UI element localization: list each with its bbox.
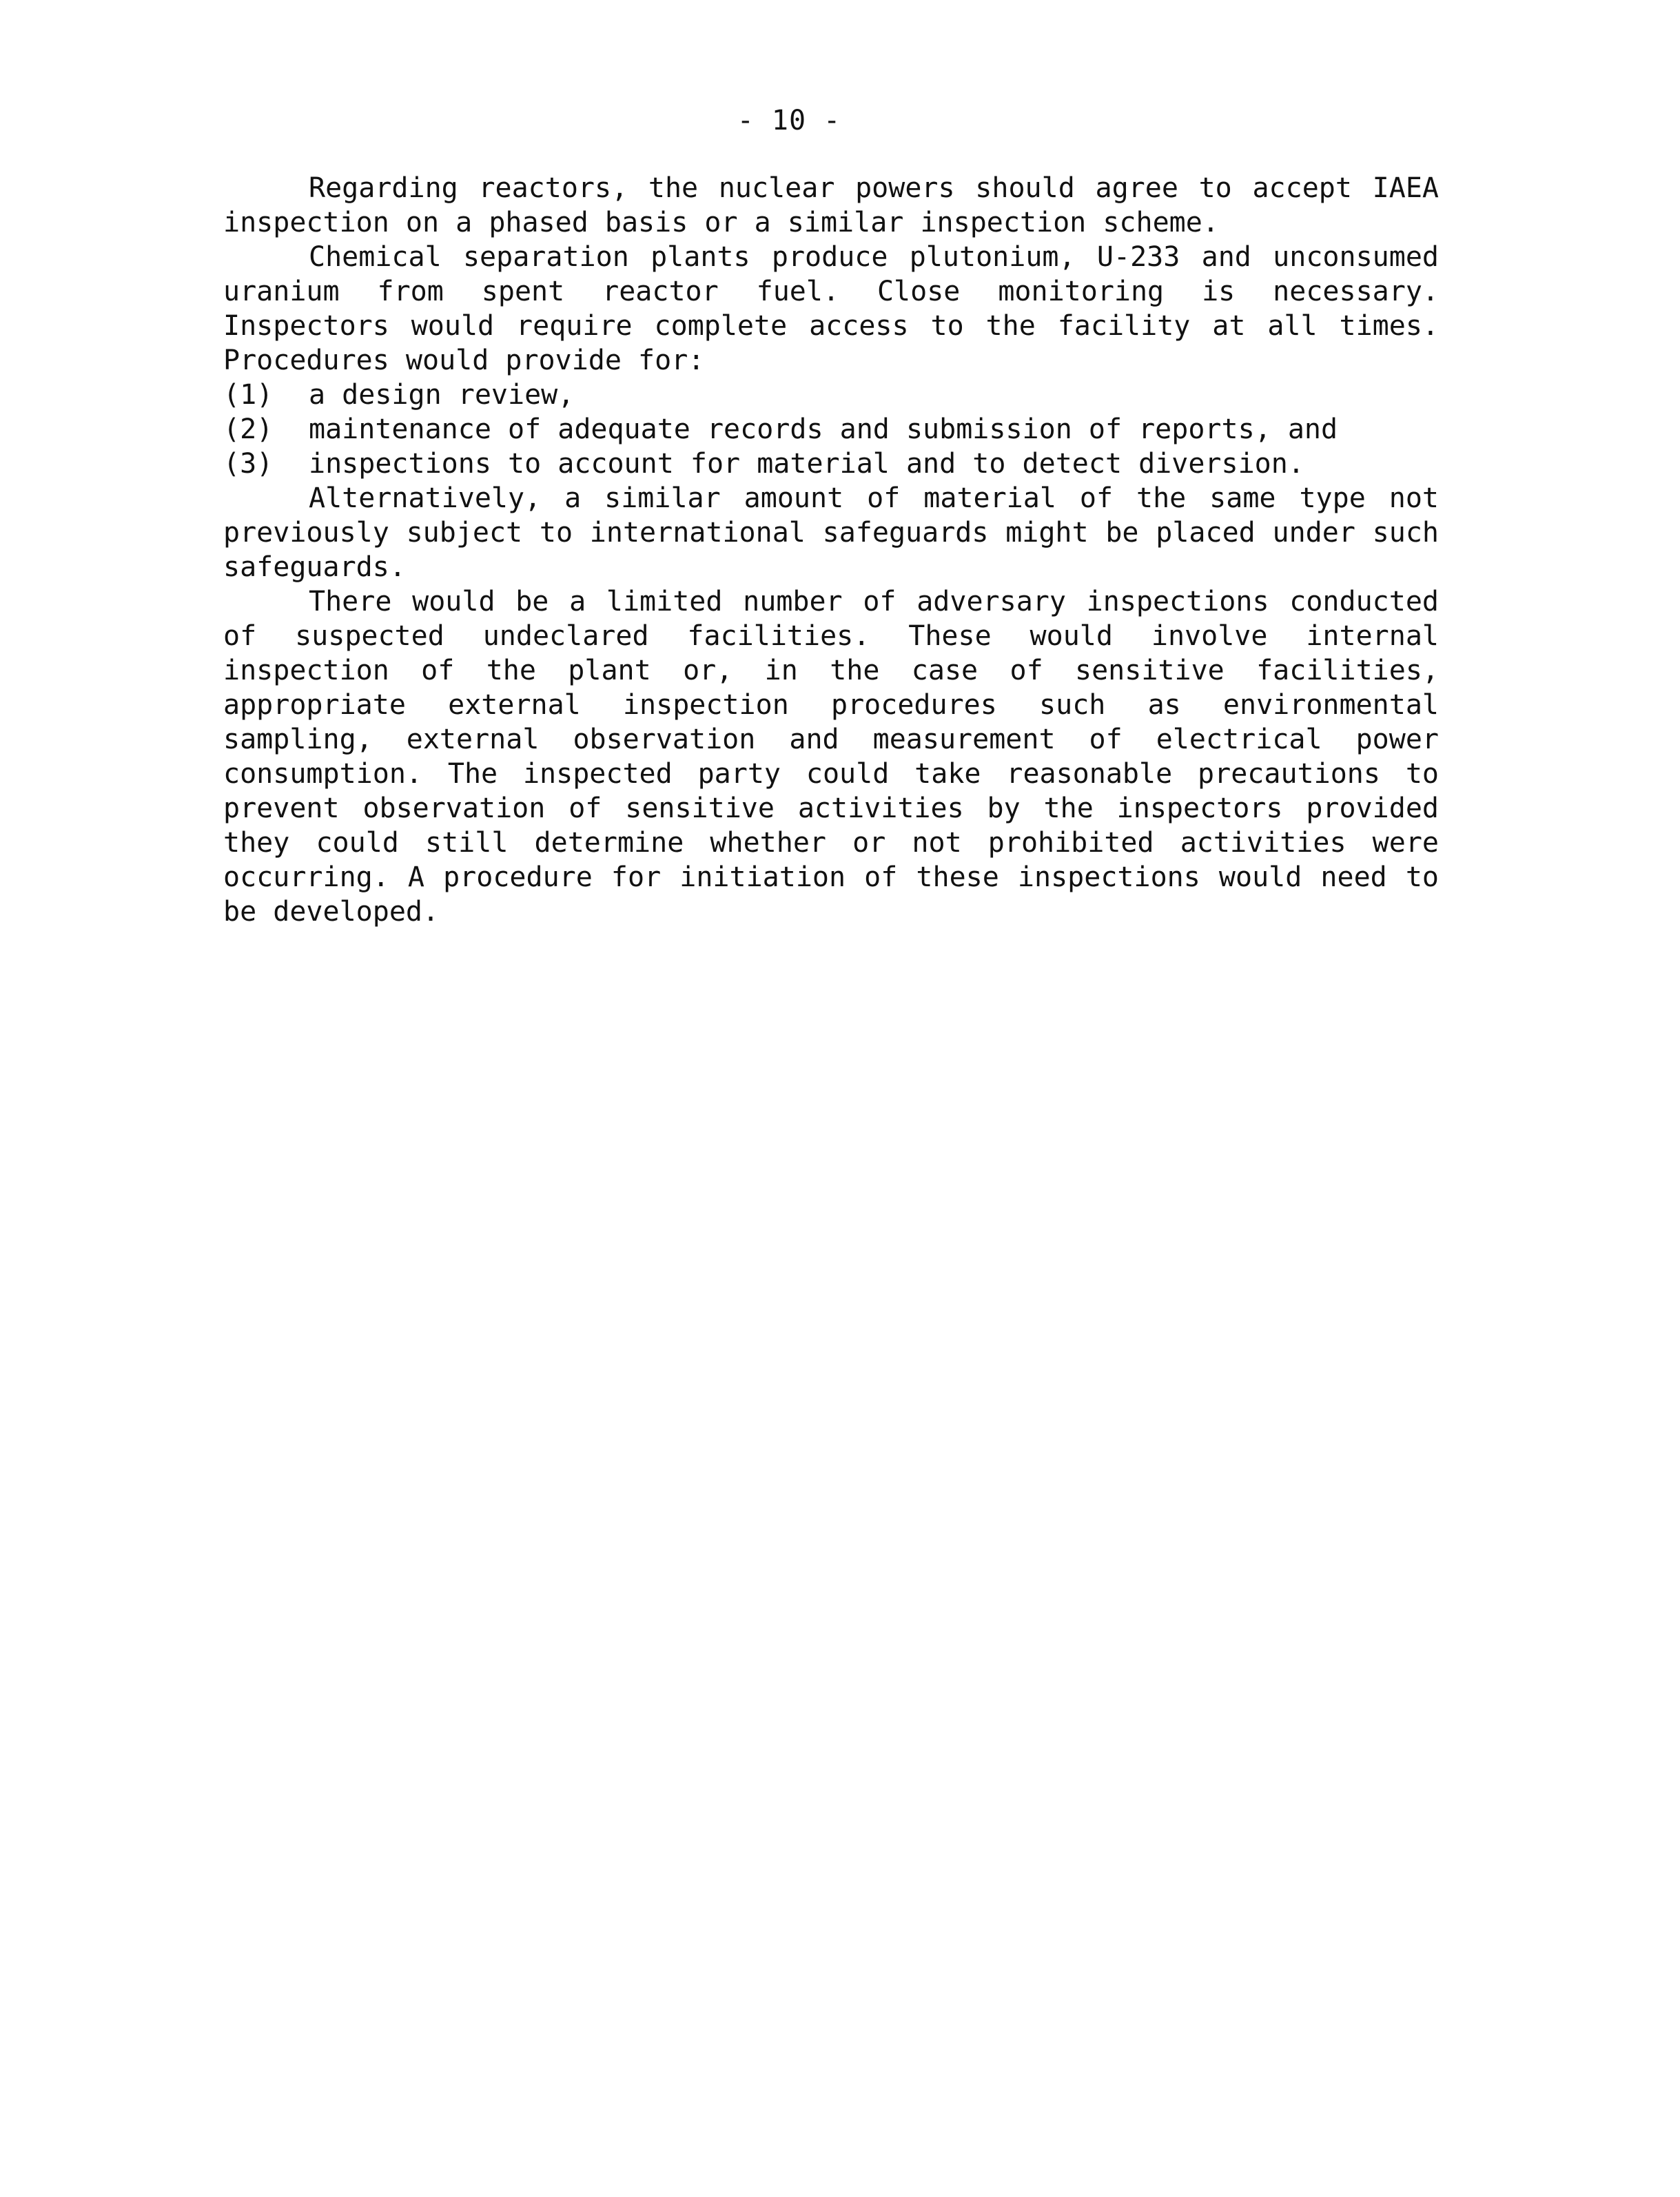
list-marker: (1) (223, 379, 274, 411)
list-marker: (2) (223, 413, 274, 445)
list-item-text: a design review, (309, 379, 575, 411)
list-item (223, 447, 1439, 481)
list-item-text: inspections to account for material and to detect diversion. (309, 448, 1304, 480)
document-body (223, 171, 1439, 929)
paragraph-chemical-separation: Chemical separation plants produce plutonium, U-233 and unconsumed uranium from spent reactor fuel. Close monitoring is necessary. Inspectors would require complete access to the facility at all times. Procedures would provide for: (223, 241, 1439, 376)
page-number: - 10 - (737, 105, 841, 136)
list-item (223, 378, 1439, 412)
procedures-list (223, 378, 1439, 481)
list-item (223, 412, 1439, 447)
paragraph-reactors: Regarding reactors, the nuclear powers should agree to accept IAEA inspection on a phased basis or a similar inspection scheme. (223, 172, 1439, 238)
list-item-text: maintenance of adequate records and submission of reports, and (309, 413, 1338, 445)
paragraph-alternatively: Alternatively, a similar amount of material of the same type not previously subject to international safeguards might be placed under such safeguards. (223, 482, 1439, 583)
paragraph-adversary-inspections: There would be a limited number of adversary inspections conducted of suspected undeclared facilities. These would involve internal inspection of the plant or, in the case of sensitive facilities, appropriate external inspection procedures such as environmental sampling, external observation and measurement of electrical power consumption. The inspected party could take reasonable precautions to prevent observation of sensitive activities by the inspectors provided they could still determine whether or not prohibited activities were occurring. A procedure for initiation of these inspections would need to be developed. (223, 586, 1439, 928)
list-marker: (3) (223, 448, 274, 480)
